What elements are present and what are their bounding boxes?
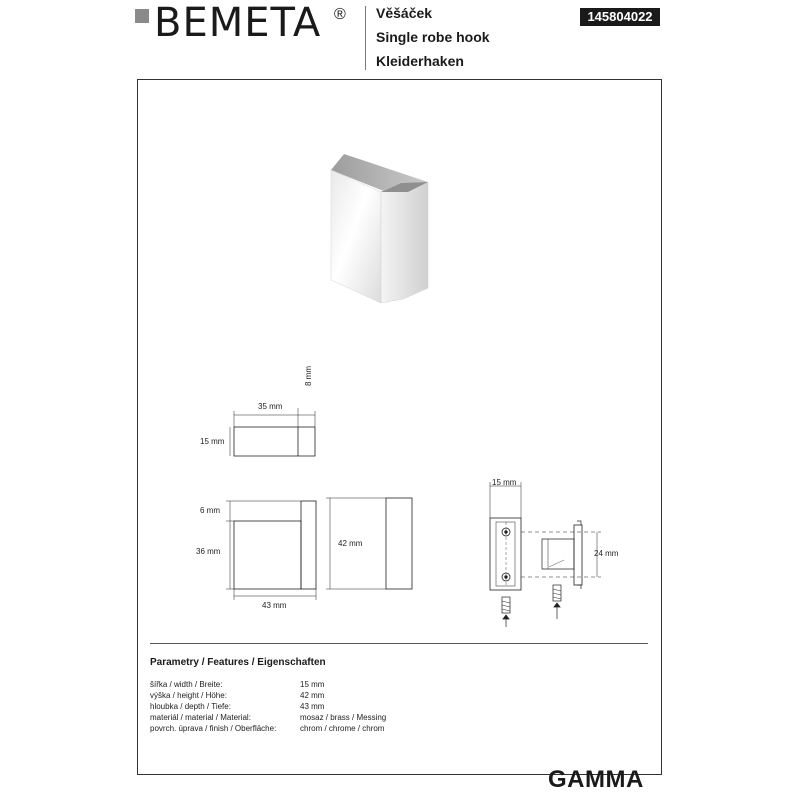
brand-logo: BEMETA [154, 0, 322, 46]
dim-top-depth: 8 mm [304, 366, 313, 386]
dim-mount-width: 15 mm [492, 478, 517, 487]
param-label-width: šířka / width / Breite: [150, 680, 223, 689]
dim-top-height: 15 mm [200, 437, 225, 446]
top-view-outline [234, 427, 315, 456]
dim-front-top: 6 mm [200, 506, 220, 515]
product-title-de: Kleiderhaken [376, 53, 464, 69]
product-base-face [331, 170, 381, 303]
dim-front-width: 43 mm [262, 601, 287, 610]
product-code-badge: 145804022 [580, 8, 660, 26]
dim-mount-spacing: 24 mm [594, 549, 619, 558]
param-label-material: materiál / material / Material: [150, 713, 251, 722]
params-title: Parametry / Features / Eigenschaften [150, 657, 326, 668]
product-hook-face [381, 182, 428, 303]
front-view-hook [301, 501, 316, 589]
dim-side-height: 42 mm [338, 539, 363, 548]
front-view-base [234, 521, 301, 589]
mounting-plate [490, 518, 521, 590]
product-title-cs: Věšáček [376, 5, 433, 21]
param-value-finish: chrom / chrome / chrom [300, 724, 385, 733]
param-label-height: výška / height / Höhe: [150, 691, 227, 700]
side-view-outline [386, 498, 412, 589]
front-view [226, 501, 316, 600]
param-label-depth: hloubka / depth / Tiefe: [150, 702, 231, 711]
params-divider [150, 643, 648, 644]
dim-front-height: 36 mm [196, 547, 221, 556]
product-title-en: Single robe hook [376, 29, 490, 45]
param-value-depth: 43 mm [300, 702, 325, 711]
param-value-height: 42 mm [300, 691, 325, 700]
param-value-material: mosaz / brass / Messing [300, 713, 387, 722]
mounting-view [490, 482, 601, 627]
product-render [331, 154, 428, 303]
registered-mark: ® [334, 6, 346, 23]
top-view [230, 408, 315, 456]
param-value-width: 15 mm [300, 680, 325, 689]
series-name: GAMMA [548, 766, 644, 793]
dim-top-width: 35 mm [258, 402, 283, 411]
param-label-finish: povrch. úprava / finish / Oberfläche: [150, 724, 277, 733]
